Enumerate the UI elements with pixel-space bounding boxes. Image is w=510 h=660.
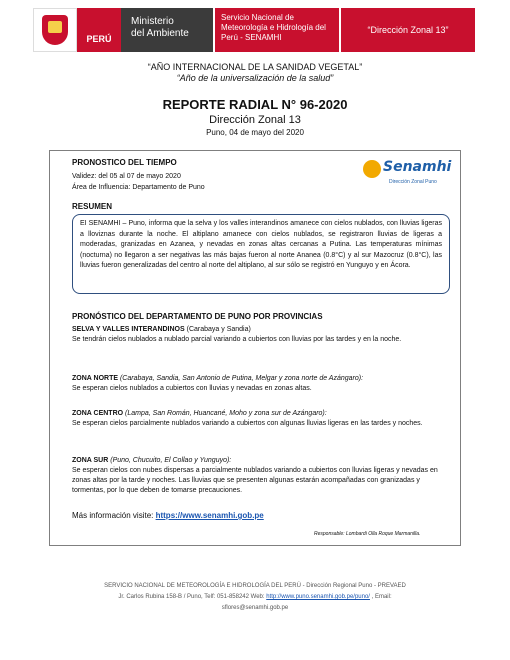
centro-title: ZONA CENTRO <box>72 410 124 417</box>
pronostico-heading: PRONOSTICO DEL TIEMPO <box>72 158 177 167</box>
peru-label: PERÚ <box>77 8 121 52</box>
senamhi-link[interactable]: https://www.senamhi.gob.pe <box>155 511 264 520</box>
agency-label: Servicio Nacional de Meteorología e Hidrología del Perú - SENAMHI <box>213 8 339 52</box>
year-name-2: “Año de la universalización de la salud” <box>176 73 334 83</box>
norte-section <box>72 374 447 394</box>
validez-text: Validez: del 05 al 07 de mayo 2020 <box>72 173 181 180</box>
responsable-text: Responsable: Lombardi Olla Roque Marmanilla. <box>314 531 421 537</box>
footer-line-3: sflores@senamhi.gob.pe <box>221 605 289 611</box>
norte-text: Se esperan cielos nublados a cubiertos con lluvias y nevadas en zonas altas. <box>72 385 312 392</box>
more-info <box>72 511 264 521</box>
report-title: REPORTE RADIAL N° 96-2020 <box>162 97 348 112</box>
sur-section <box>72 456 447 496</box>
report-date: Puno, 04 de mayo del 2020 <box>206 128 304 137</box>
more-info-label: Más información visite: <box>72 511 156 520</box>
sur-places: (Puno, Chucuito, El Collao y Yunguyo): <box>108 457 232 464</box>
footer-line-1: SERVICIO NACIONAL DE METEOROLOGÍA E HIDROLOGÍA DEL PERÚ - Dirección Regional Puno - PREVAED <box>104 583 406 589</box>
selva-text: Se tendrán cielos nublados a nublado parcial variando a cubiertos con lluvias por las tardes y en la noche. <box>72 336 402 343</box>
footer-web-link[interactable]: http://www.puno.senamhi.gob.pe/puno/ <box>266 594 370 600</box>
ministry-label: Ministerio del Ambiente <box>121 8 213 52</box>
centro-places: (Lampa, San Román, Huancané, Moho y zona sur de Azángaro): <box>123 410 327 417</box>
zonal-label: “Dirección Zonal 13” <box>339 8 475 52</box>
sun-icon <box>363 160 381 178</box>
resumen-box <box>72 214 450 294</box>
selva-title: SELVA Y VALLES INTERANDINOS <box>72 326 185 333</box>
provincias-heading: PRONÓSTICO DEL DEPARTAMENTO DE PUNO POR PROVINCIAS <box>72 312 323 321</box>
header-banner <box>33 8 475 52</box>
senamhi-logo: Senamhi Dirección Zonal Puno <box>363 157 439 191</box>
centro-text: Se esperan cielos parcialmente nublados variando a cubiertos con algunas lluvias ligeras en las tardes y noches. <box>72 420 423 427</box>
sur-title: ZONA SUR <box>72 457 109 464</box>
centro-section <box>72 409 447 429</box>
resumen-heading: RESUMEN <box>72 202 113 211</box>
resumen-text: EI SENAMHI – Puno, informa que la selva y los valles interandinos amanece con cielos nublados, con lluvias ligeras a lloviznas durante la noche. El altiplano amanece con cielos nublados, se registraron lluvias de ligeras a moderadas, granizadas en Azanea, y nevadas en zonas altas cercanas a Putina. Las temperaturas mínimas (nocturna) no llegaron a ser negativas las más bajas fueron al norte Ananea (0.8°C) y al sur Mazocruz (0.8°C), las lluvias fueron generalizadas del centro al norte del altiplano, al sur sólo se registró en Yunguyo y en Ácora. <box>80 220 442 269</box>
area-text: Área de Influencia: Departamento de Puno <box>72 184 205 191</box>
selva-places: (Carabaya y Sandia) <box>184 326 251 333</box>
norte-title: ZONA NORTE <box>72 375 119 382</box>
footer-line-2: Jr. Carlos Rubina 158-B / Puno, Telf: 051-858242 Web: http://www.puno.senamhi.gob.pe/puno/ , Email: <box>118 594 392 600</box>
peru-coat-of-arms-icon <box>33 8 77 52</box>
report-zone: Dirección Zonal 13 <box>209 114 301 126</box>
year-name-1: “AÑO INTERNACIONAL DE LA SANIDAD VEGETAL” <box>147 62 363 72</box>
selva-section <box>72 325 447 345</box>
norte-places: (Carabaya, Sandia, San Antonio de Putina, Melgar y zona norte de Azángaro): <box>118 375 364 382</box>
sur-text: Se esperan cielos con nubes dispersas a parcialmente nublados variando a cubiertos con lluvias ligeras y nevadas en zonas altas por la tarde y noches. Las lluvias que se presenten algunas estarán acompañadas con granizadas y tormentas, por lo que deben de tomarse precauciones. <box>72 467 438 494</box>
